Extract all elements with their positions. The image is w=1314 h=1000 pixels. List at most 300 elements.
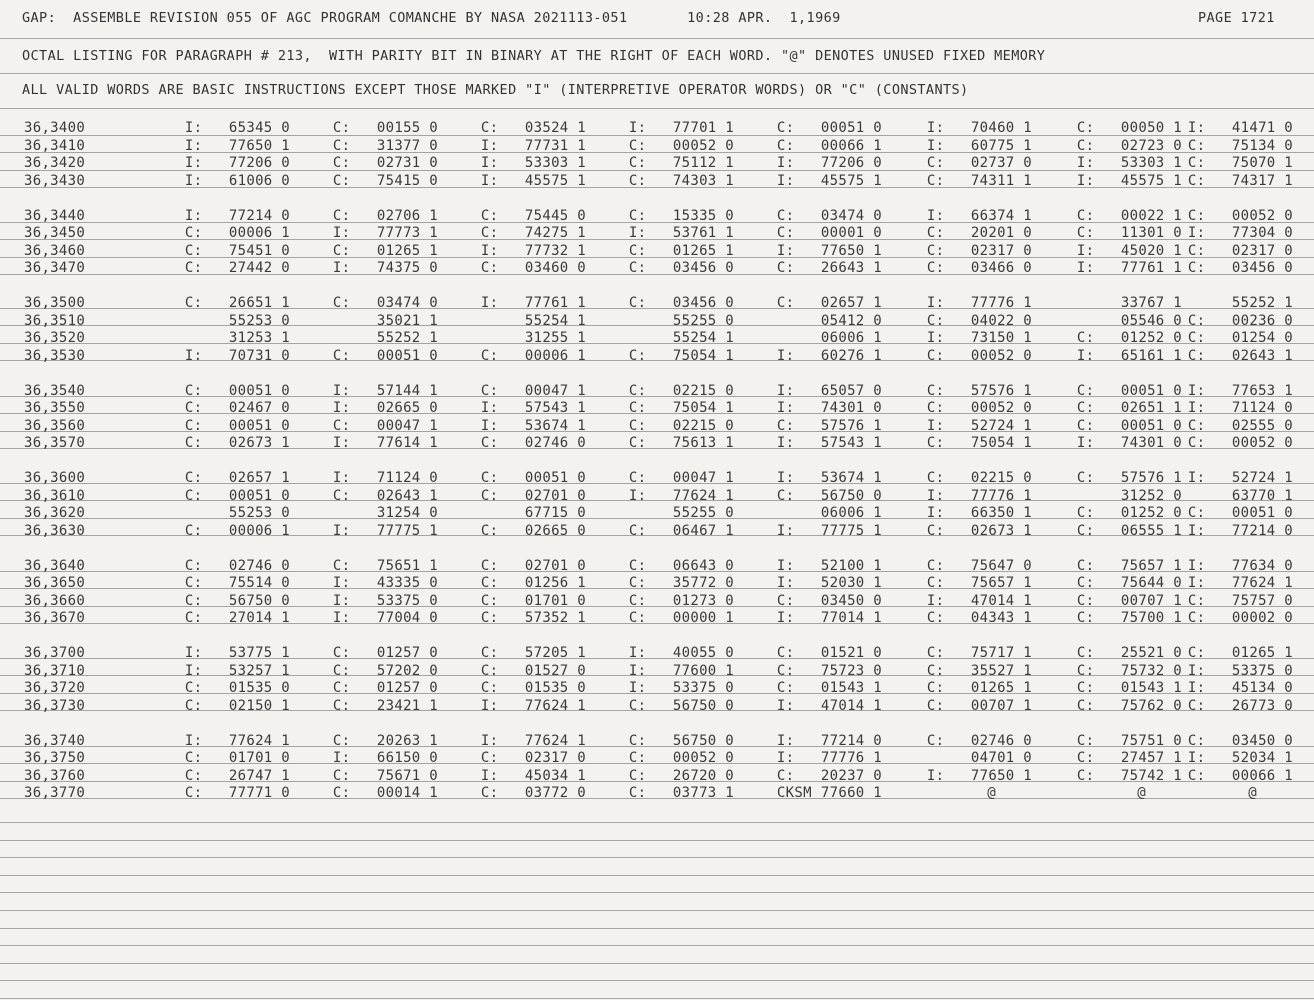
octal-word-value: 77650 1 — [228, 138, 290, 154]
word-cell — [882, 208, 1032, 224]
word-cell — [1143, 383, 1293, 399]
table-row — [0, 243, 1314, 260]
octal-word-value: 02701 0 — [524, 488, 586, 504]
word-type-marker: C: — [776, 645, 795, 661]
table-row — [0, 225, 1314, 242]
word-cell — [882, 295, 1032, 311]
octal-word-value: 01257 0 — [376, 680, 438, 696]
octal-word-value: 60775 1 — [970, 138, 1032, 154]
word-cell — [882, 348, 1032, 364]
octal-word-value: 74317 1 — [1231, 173, 1293, 189]
word-type-marker: I: — [1187, 383, 1206, 399]
address-cell: 36,3600 — [24, 470, 86, 486]
word-cell — [436, 120, 586, 136]
word-type-marker: C: — [480, 120, 499, 136]
word-cell — [732, 523, 882, 539]
word-cell — [288, 348, 438, 364]
word-type-marker: C: — [480, 260, 499, 276]
word-type-marker: I: — [1187, 680, 1206, 696]
word-type-marker: C: — [776, 768, 795, 784]
word-type-marker: C: — [926, 680, 945, 696]
word-type-marker: C: — [776, 488, 795, 504]
word-type-marker: C: — [480, 470, 499, 486]
octal-word-value: 02555 0 — [1231, 418, 1293, 434]
word-cell — [732, 348, 882, 364]
word-type-marker: C: — [1187, 208, 1206, 224]
word-cell — [436, 295, 586, 311]
octal-word-value: 77701 1 — [672, 120, 734, 136]
octal-word-value: 75651 1 — [376, 558, 438, 574]
word-cell — [140, 348, 290, 364]
octal-word-value: 02215 0 — [672, 418, 734, 434]
word-type-marker: I: — [926, 418, 945, 434]
word-cell — [882, 383, 1032, 399]
octal-word-value: 65161 1 — [1120, 348, 1182, 364]
octal-word-value: 55252 1 — [1231, 295, 1293, 311]
word-type-marker: C: — [926, 558, 945, 574]
word-type-marker: C: — [628, 155, 647, 171]
word-cell — [436, 558, 586, 574]
word-cell — [1143, 593, 1293, 609]
word-type-marker: C: — [480, 348, 499, 364]
word-type-marker: I: — [1187, 120, 1206, 136]
word-cell — [288, 383, 438, 399]
word-type-marker: C: — [1076, 138, 1095, 154]
word-cell — [436, 663, 586, 679]
word-type-marker: I: — [926, 120, 945, 136]
word-type-marker: C: — [184, 610, 203, 626]
octal-word-value: 75054 1 — [672, 400, 734, 416]
octal-word-value: 77624 1 — [672, 488, 734, 504]
octal-word-value: 00051 0 — [228, 418, 290, 434]
octal-word-value: 55255 0 — [672, 313, 734, 329]
word-type-marker: C: — [332, 155, 351, 171]
word-cell — [140, 505, 290, 521]
word-cell — [140, 785, 290, 801]
word-type-marker: I: — [776, 470, 795, 486]
table-row — [0, 470, 1314, 487]
word-cell — [140, 330, 290, 346]
word-type-marker: I: — [628, 488, 647, 504]
octal-word-value: 03450 0 — [1231, 733, 1293, 749]
word-cell — [1143, 173, 1293, 189]
word-cell — [584, 225, 734, 241]
octal-word-value: 57543 1 — [524, 400, 586, 416]
word-type-marker: I: — [1187, 470, 1206, 486]
word-type-marker: I: — [776, 698, 795, 714]
octal-word-value: 53775 1 — [228, 645, 290, 661]
word-type-marker: C: — [926, 575, 945, 591]
rule-line — [0, 980, 1314, 981]
word-cell — [436, 173, 586, 189]
octal-word-value: @ — [1137, 785, 1146, 801]
octal-word-value: 05412 0 — [820, 313, 882, 329]
octal-word-value: 77614 1 — [376, 435, 438, 451]
word-cell — [584, 680, 734, 696]
word-cell — [140, 295, 290, 311]
word-cell — [584, 208, 734, 224]
octal-word-value: 01527 0 — [524, 663, 586, 679]
word-cell — [288, 698, 438, 714]
octal-word-value: 27442 0 — [228, 260, 290, 276]
word-cell — [1143, 155, 1293, 171]
octal-word-value: 31255 1 — [524, 330, 586, 346]
word-type-marker: C: — [1076, 698, 1095, 714]
word-cell — [584, 155, 734, 171]
word-cell — [288, 330, 438, 346]
octal-word-value: 77771 0 — [228, 785, 290, 801]
octal-word-value: 00001 0 — [820, 225, 882, 241]
address-cell: 36,3610 — [24, 488, 86, 504]
word-type-marker: I: — [1076, 243, 1095, 259]
word-cell — [732, 593, 882, 609]
word-type-marker: C: — [926, 313, 945, 329]
address-cell: 36,3670 — [24, 610, 86, 626]
word-type-marker: C: — [1187, 768, 1206, 784]
word-type-marker: C: — [184, 470, 203, 486]
rule-line — [0, 840, 1314, 841]
octal-word-value: 02723 0 — [1120, 138, 1182, 154]
octal-word-value: 45134 0 — [1231, 680, 1293, 696]
word-type-marker: I: — [332, 383, 351, 399]
word-cell — [140, 383, 290, 399]
octal-word-value: 02657 1 — [820, 295, 882, 311]
table-row — [0, 645, 1314, 662]
rule-line — [0, 857, 1314, 858]
octal-word-value: 77650 1 — [970, 768, 1032, 784]
word-type-marker: C: — [1187, 435, 1206, 451]
octal-word-value: 00051 0 — [228, 488, 290, 504]
word-cell — [140, 173, 290, 189]
word-cell — [140, 750, 290, 766]
word-type-marker: I: — [776, 173, 795, 189]
word-cell — [882, 418, 1032, 434]
octal-word-value: 01535 0 — [228, 680, 290, 696]
octal-word-value: 00051 0 — [1120, 418, 1182, 434]
word-cell — [882, 138, 1032, 154]
word-cell — [584, 120, 734, 136]
octal-word-value: 57543 1 — [820, 435, 882, 451]
word-type-marker: C: — [332, 645, 351, 661]
word-type-marker: C: — [184, 225, 203, 241]
table-row — [0, 173, 1314, 190]
word-type-marker: I: — [776, 400, 795, 416]
word-type-marker: I: — [776, 610, 795, 626]
word-cell — [140, 610, 290, 626]
word-type-marker: C: — [332, 663, 351, 679]
word-type-marker: C: — [1187, 505, 1206, 521]
octal-word-value: 01543 1 — [1120, 680, 1182, 696]
word-cell — [288, 155, 438, 171]
word-cell — [882, 575, 1032, 591]
octal-word-value: 02701 0 — [524, 558, 586, 574]
octal-word-value: 45575 1 — [820, 173, 882, 189]
octal-word-value: 04022 0 — [970, 313, 1032, 329]
word-type-marker: I: — [332, 593, 351, 609]
word-type-marker: C: — [184, 768, 203, 784]
address-cell: 36,3530 — [24, 348, 86, 364]
octal-word-value: 57576 1 — [970, 383, 1032, 399]
octal-word-value: 52034 1 — [1231, 750, 1293, 766]
address-cell: 36,3630 — [24, 523, 86, 539]
word-cell — [584, 138, 734, 154]
octal-word-value: 00066 1 — [820, 138, 882, 154]
word-cell — [288, 435, 438, 451]
octal-word-value: 00047 1 — [524, 383, 586, 399]
word-type-marker: C: — [184, 260, 203, 276]
word-cell — [288, 488, 438, 504]
word-type-marker: I: — [926, 488, 945, 504]
word-cell — [584, 733, 734, 749]
rule-line — [0, 998, 1314, 999]
octal-word-value: 27457 1 — [1120, 750, 1182, 766]
word-cell — [882, 750, 1032, 766]
octal-word-value: 77761 1 — [1120, 260, 1182, 276]
octal-word-value: 00052 0 — [672, 138, 734, 154]
word-type-marker: I: — [184, 120, 203, 136]
word-type-marker: I: — [184, 663, 203, 679]
octal-word-value: 75671 0 — [376, 768, 438, 784]
word-cell — [732, 313, 882, 329]
octal-word-value: 56750 0 — [672, 698, 734, 714]
word-type-marker: C: — [332, 680, 351, 696]
word-type-marker: C: — [776, 260, 795, 276]
word-type-marker: I: — [480, 733, 499, 749]
octal-word-value: 77206 0 — [820, 155, 882, 171]
word-cell — [882, 663, 1032, 679]
word-type-marker: I: — [332, 750, 351, 766]
word-type-marker: C: — [926, 733, 945, 749]
word-cell — [882, 523, 1032, 539]
octal-word-value: 65345 0 — [228, 120, 290, 136]
word-cell — [882, 593, 1032, 609]
word-cell — [732, 785, 882, 801]
table-row — [0, 750, 1314, 767]
word-cell — [436, 523, 586, 539]
octal-word-value: 75657 1 — [970, 575, 1032, 591]
rule-line — [0, 73, 1314, 74]
table-row — [0, 138, 1314, 155]
word-cell — [140, 138, 290, 154]
word-type-marker: C: — [926, 348, 945, 364]
word-type-marker: I: — [332, 400, 351, 416]
word-type-marker: C: — [1076, 645, 1095, 661]
word-type-marker: I: — [480, 138, 499, 154]
word-type-marker: C: — [1076, 523, 1095, 539]
octal-word-value: 74301 0 — [1120, 435, 1182, 451]
table-row — [0, 663, 1314, 680]
word-cell — [140, 768, 290, 784]
octal-word-value: 45020 1 — [1120, 243, 1182, 259]
octal-word-value: 02673 1 — [970, 523, 1032, 539]
word-cell — [584, 383, 734, 399]
word-type-marker: C: — [332, 785, 351, 801]
word-type-marker: I: — [184, 733, 203, 749]
word-cell — [732, 260, 882, 276]
word-type-marker: C: — [480, 610, 499, 626]
word-cell — [584, 575, 734, 591]
word-type-marker: C: — [1076, 593, 1095, 609]
octal-word-value: 00051 0 — [376, 348, 438, 364]
octal-word-value: 02665 0 — [524, 523, 586, 539]
word-type-marker: I: — [776, 155, 795, 171]
octal-word-value: 67715 0 — [524, 505, 586, 521]
address-cell: 36,3760 — [24, 768, 86, 784]
octal-word-value: 75613 1 — [672, 435, 734, 451]
octal-word-value: 00006 1 — [228, 523, 290, 539]
word-cell — [732, 225, 882, 241]
octal-word-value: 77660 1 — [820, 785, 882, 801]
word-type-marker: C: — [332, 173, 351, 189]
octal-word-value: 03466 0 — [970, 260, 1032, 276]
octal-word-value: 77634 0 — [1231, 558, 1293, 574]
word-cell — [140, 488, 290, 504]
word-cell — [1143, 208, 1293, 224]
word-type-marker: C: — [480, 645, 499, 661]
octal-word-value: 06467 1 — [672, 523, 734, 539]
word-cell — [436, 470, 586, 486]
octal-word-value: 02215 0 — [672, 383, 734, 399]
table-row — [0, 313, 1314, 330]
table-row — [0, 505, 1314, 522]
word-type-marker: C: — [628, 523, 647, 539]
word-type-marker: C: — [332, 733, 351, 749]
address-cell: 36,3720 — [24, 680, 86, 696]
rule-line — [0, 963, 1314, 964]
octal-word-value: 77775 1 — [376, 523, 438, 539]
word-type-marker: C: — [628, 295, 647, 311]
table-row — [0, 593, 1314, 610]
octal-word-value: 55255 0 — [672, 505, 734, 521]
table-row — [0, 418, 1314, 435]
word-cell — [1143, 785, 1293, 801]
word-type-marker: C: — [332, 243, 351, 259]
octal-word-value: 00022 1 — [1120, 208, 1182, 224]
word-type-marker: C: — [628, 418, 647, 434]
word-cell — [732, 488, 882, 504]
word-type-marker: I: — [628, 663, 647, 679]
word-type-marker: I: — [1076, 173, 1095, 189]
word-type-marker: C: — [628, 400, 647, 416]
word-type-marker: C: — [1187, 593, 1206, 609]
word-cell — [732, 295, 882, 311]
octal-word-value: 52030 1 — [820, 575, 882, 591]
octal-word-value: 74301 0 — [820, 400, 882, 416]
word-type-marker: C: — [776, 418, 795, 434]
octal-word-value: 03456 0 — [672, 260, 734, 276]
octal-word-value: 77624 1 — [524, 698, 586, 714]
octal-word-value: 00052 0 — [970, 400, 1032, 416]
word-cell — [732, 698, 882, 714]
octal-word-value: 77004 0 — [376, 610, 438, 626]
word-type-marker: C: — [628, 750, 647, 766]
octal-word-value: 02317 0 — [524, 750, 586, 766]
word-cell — [436, 785, 586, 801]
word-type-marker: C: — [628, 610, 647, 626]
octal-word-value: 02643 1 — [376, 488, 438, 504]
word-cell — [436, 330, 586, 346]
word-cell — [732, 680, 882, 696]
word-type-marker: C: — [480, 488, 499, 504]
octal-word-value: 77014 1 — [820, 610, 882, 626]
octal-word-value: 52100 1 — [820, 558, 882, 574]
word-type-marker: I: — [332, 575, 351, 591]
address-cell: 36,3640 — [24, 558, 86, 574]
word-cell — [584, 785, 734, 801]
word-type-marker: C: — [1187, 330, 1206, 346]
octal-word-value: 26720 0 — [672, 768, 734, 784]
word-cell — [732, 208, 882, 224]
octal-word-value: @ — [987, 785, 996, 801]
octal-word-value: 00000 1 — [672, 610, 734, 626]
word-cell — [1143, 558, 1293, 574]
table-row — [0, 155, 1314, 172]
word-type-marker: C: — [926, 645, 945, 661]
table-row — [0, 733, 1314, 750]
word-type-marker: C: — [480, 663, 499, 679]
octal-word-value: 53375 0 — [376, 593, 438, 609]
octal-word-value: 01252 0 — [1120, 505, 1182, 521]
word-type-marker: C: — [628, 348, 647, 364]
table-row — [0, 488, 1314, 505]
word-type-marker: C: — [332, 120, 351, 136]
word-type-marker: C: — [1076, 505, 1095, 521]
word-cell — [288, 593, 438, 609]
word-cell — [288, 225, 438, 241]
word-cell — [584, 470, 734, 486]
word-type-marker: I: — [184, 138, 203, 154]
word-type-marker: C: — [1187, 733, 1206, 749]
octal-word-value: 02746 0 — [970, 733, 1032, 749]
octal-word-value: 77653 1 — [1231, 383, 1293, 399]
octal-word-value: 00051 0 — [1231, 505, 1293, 521]
word-type-marker: I: — [1187, 663, 1206, 679]
rule-line — [0, 108, 1314, 109]
word-type-marker: I: — [628, 120, 647, 136]
word-cell — [1143, 470, 1293, 486]
word-cell — [1143, 698, 1293, 714]
address-cell: 36,3500 — [24, 295, 86, 311]
word-cell — [732, 663, 882, 679]
octal-word-value: 02746 0 — [228, 558, 290, 574]
word-cell — [436, 348, 586, 364]
address-cell: 36,3710 — [24, 663, 86, 679]
table-row — [0, 260, 1314, 277]
octal-word-value: 75751 0 — [1120, 733, 1182, 749]
word-type-marker: C: — [926, 173, 945, 189]
octal-word-value: 00052 0 — [672, 750, 734, 766]
word-type-marker: C: — [628, 733, 647, 749]
octal-word-value: 31377 0 — [376, 138, 438, 154]
word-type-marker: C: — [1076, 225, 1095, 241]
word-type-marker: I: — [184, 155, 203, 171]
word-cell — [436, 260, 586, 276]
octal-word-value: 02706 1 — [376, 208, 438, 224]
word-type-marker: I: — [332, 610, 351, 626]
word-type-marker: C: — [184, 383, 203, 399]
word-cell — [1143, 400, 1293, 416]
page-number: PAGE 1721 — [1198, 10, 1275, 26]
octal-word-value: 75514 0 — [228, 575, 290, 591]
word-cell — [436, 400, 586, 416]
word-type-marker: I: — [184, 173, 203, 189]
octal-word-value: 04701 0 — [970, 750, 1032, 766]
octal-word-value: 55253 0 — [228, 505, 290, 521]
octal-word-value: 66374 1 — [970, 208, 1032, 224]
word-cell — [436, 593, 586, 609]
word-cell — [288, 173, 438, 189]
word-cell — [732, 418, 882, 434]
